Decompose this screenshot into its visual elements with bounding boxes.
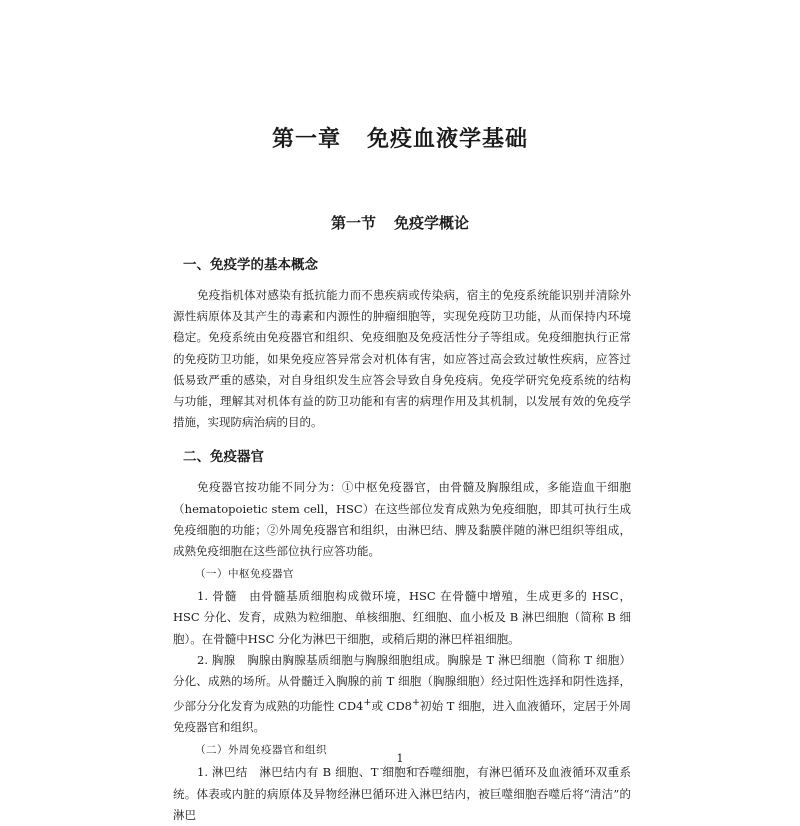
section-number: 第一节: [330, 214, 376, 232]
chapter-name: 免疫血液学基础: [367, 127, 529, 152]
paragraph-basic-concepts: 免疫指机体对感染有抵抗能力而不患疾病或传染病，宿主的免疫系统能识别并清除外源性病原体及其产生的毒素和内源性的肿瘤细胞等，实现免疫防卫功能，从而保持内环境稳定。免疫系统由免疫器官和组织、免疫细胞及免疫活性分子等组成。免疫细胞执行正常的免疫防卫功能，如果免疫应答异常会对机体有害，如应答过高会致过敏性疾病，应答过低易致严重的感染，对自身组织发生应答会导致自身免疫病。免疫学研究免疫系统的结构与功能，理解其对机体有益的防卫功能和有害的病理作用及其机制，以发展有效的免疫学措施，实现防病治病的目的。: [173, 288, 631, 430]
thymus-text-a: 2. 胸腺 胸腺由胸腺基质细胞与胸腺细胞组成。胸腺是 T 淋巴细胞（简称 T 细胞）分化、成熟的场所。从骨髓迁入胸腺的前 T 细胞（胸腺细胞）经过阳性选择和阴性选择，少部分分化发育为成熟的功能性 CD4: [173, 652, 631, 714]
paragraph-thymus: [173, 650, 631, 739]
paragraph-bone-marrow: 1. 骨髓 由骨髓基质细胞构成微环境，HSC 在骨髓中增殖，生成更多的 HSC，HSC 分化、发育，成熟为粒细胞、单核细胞、红细胞、血小板及 B 淋巴细胞（简称 B 细胞）。在骨髓中HSC 分化为淋巴干细胞，或稍后期的淋巴样祖细胞。: [173, 589, 631, 646]
heading-basic-concepts: 一、免疫学的基本概念: [183, 257, 318, 273]
thymus-text-c: 初始 T 细胞，进入血液循环，定居于外周免疫器官和组织。: [173, 699, 632, 735]
paragraph-immune-organs: 免疫器官按功能不同分为：①中枢免疫器官，由骨髓及胸腺组成，多能造血干细胞（hematopoietic stem cell，HSC）在这些部位发育成熟为免疫细胞，即其可执行生成免疫细胞的功能；②外周免疫器官和组织，由淋巴结、脾及黏膜伴随的淋巴组织等组成，成熟免疫细胞在这些部位执行应答功能。: [173, 480, 631, 559]
chapter-number: 第一章: [271, 127, 341, 152]
superscript-plus-2: +: [412, 697, 421, 709]
heading-central-organs: （一）中枢免疫器官: [195, 568, 294, 581]
heading-immune-organs: 二、免疫器官: [183, 449, 264, 466]
superscript-plus-1: +: [363, 697, 372, 709]
heading-peripheral-organs: （二）外周免疫器官和组织: [195, 744, 327, 757]
section-name: 免疫学概论: [394, 214, 470, 232]
page-number: 1: [396, 752, 404, 765]
chapter-title: [0, 122, 800, 153]
section-title: [0, 212, 800, 233]
thymus-text-b: 或 CD8: [371, 699, 412, 714]
paragraph-lymph-node: 1. 淋巴结 淋巴结内有 B 细胞、T 细胞和吞噬细胞，有淋巴循环及血液循环双重系统。体表或内脏的病原体及异物经淋巴循环进入淋巴结内，被巨噬细胞吞噬后将“清洁”的淋巴: [173, 765, 631, 822]
body-content: [173, 255, 631, 826]
page-number-rule: [375, 768, 425, 769]
